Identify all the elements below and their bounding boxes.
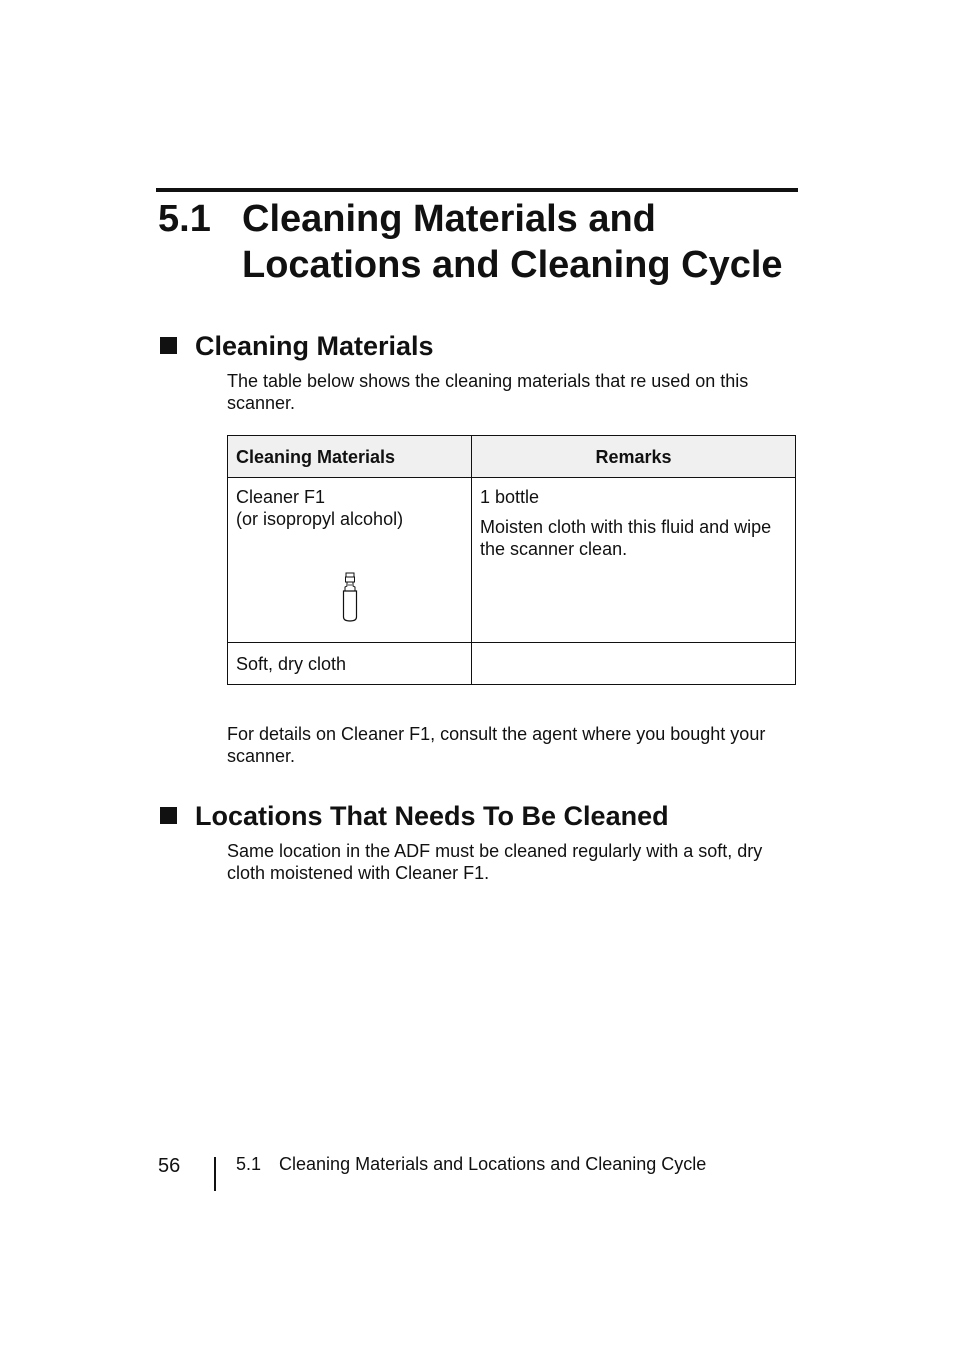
chapter-rule	[156, 188, 798, 192]
remark-quantity: 1 bottle	[480, 487, 540, 507]
footer-divider	[214, 1157, 216, 1191]
running-footer	[236, 1153, 706, 1175]
table-header-remarks: Remarks	[472, 436, 796, 478]
locations-body: Same location in the ADF must be cleaned regularly with a soft, dry cloth moistened with Cleaner F1.	[227, 841, 763, 883]
materials-intro: The table below shows the cleaning materials that re used on this scanner.	[227, 371, 749, 413]
page-number: 56	[158, 1155, 181, 1177]
chapter-title-line1: Cleaning Materials and	[242, 198, 656, 240]
table-cell-remarks	[472, 478, 796, 643]
footer-section-title: Cleaning Materials and Locations and Cleaning Cycle	[279, 1154, 707, 1174]
table-header-row	[228, 436, 796, 478]
chapter-title-line2: Locations and Cleaning Cycle	[242, 244, 783, 286]
heading-square-icon	[160, 337, 177, 354]
material-name: Cleaner F1	[236, 487, 326, 507]
section-heading-locations	[160, 800, 669, 832]
table-cell-remarks	[472, 643, 796, 685]
details-note: For details on Cleaner F1, consult the agent where you bought your scanner.	[227, 724, 766, 766]
cleaning-materials-table	[227, 435, 796, 685]
cleaner-bottle-icon	[342, 572, 358, 622]
table-row	[228, 478, 796, 643]
footer-section-number: 5.1	[236, 1154, 262, 1174]
remark-instructions: Moisten cloth with this fluid and wipe the scanner clean.	[480, 517, 772, 559]
section-heading-materials-text: Cleaning Materials	[195, 331, 434, 361]
table-header-materials: Cleaning Materials	[228, 436, 472, 478]
chapter-number: 5.1	[158, 198, 211, 240]
table-cell-material: Soft, dry cloth	[228, 643, 472, 685]
material-alt: (or isopropyl alcohol)	[236, 509, 404, 529]
heading-square-icon	[160, 807, 177, 824]
table-cell-material	[228, 478, 472, 643]
section-heading-materials	[160, 330, 434, 362]
table-row	[228, 643, 796, 685]
section-heading-locations-text: Locations That Needs To Be Cleaned	[195, 801, 669, 831]
